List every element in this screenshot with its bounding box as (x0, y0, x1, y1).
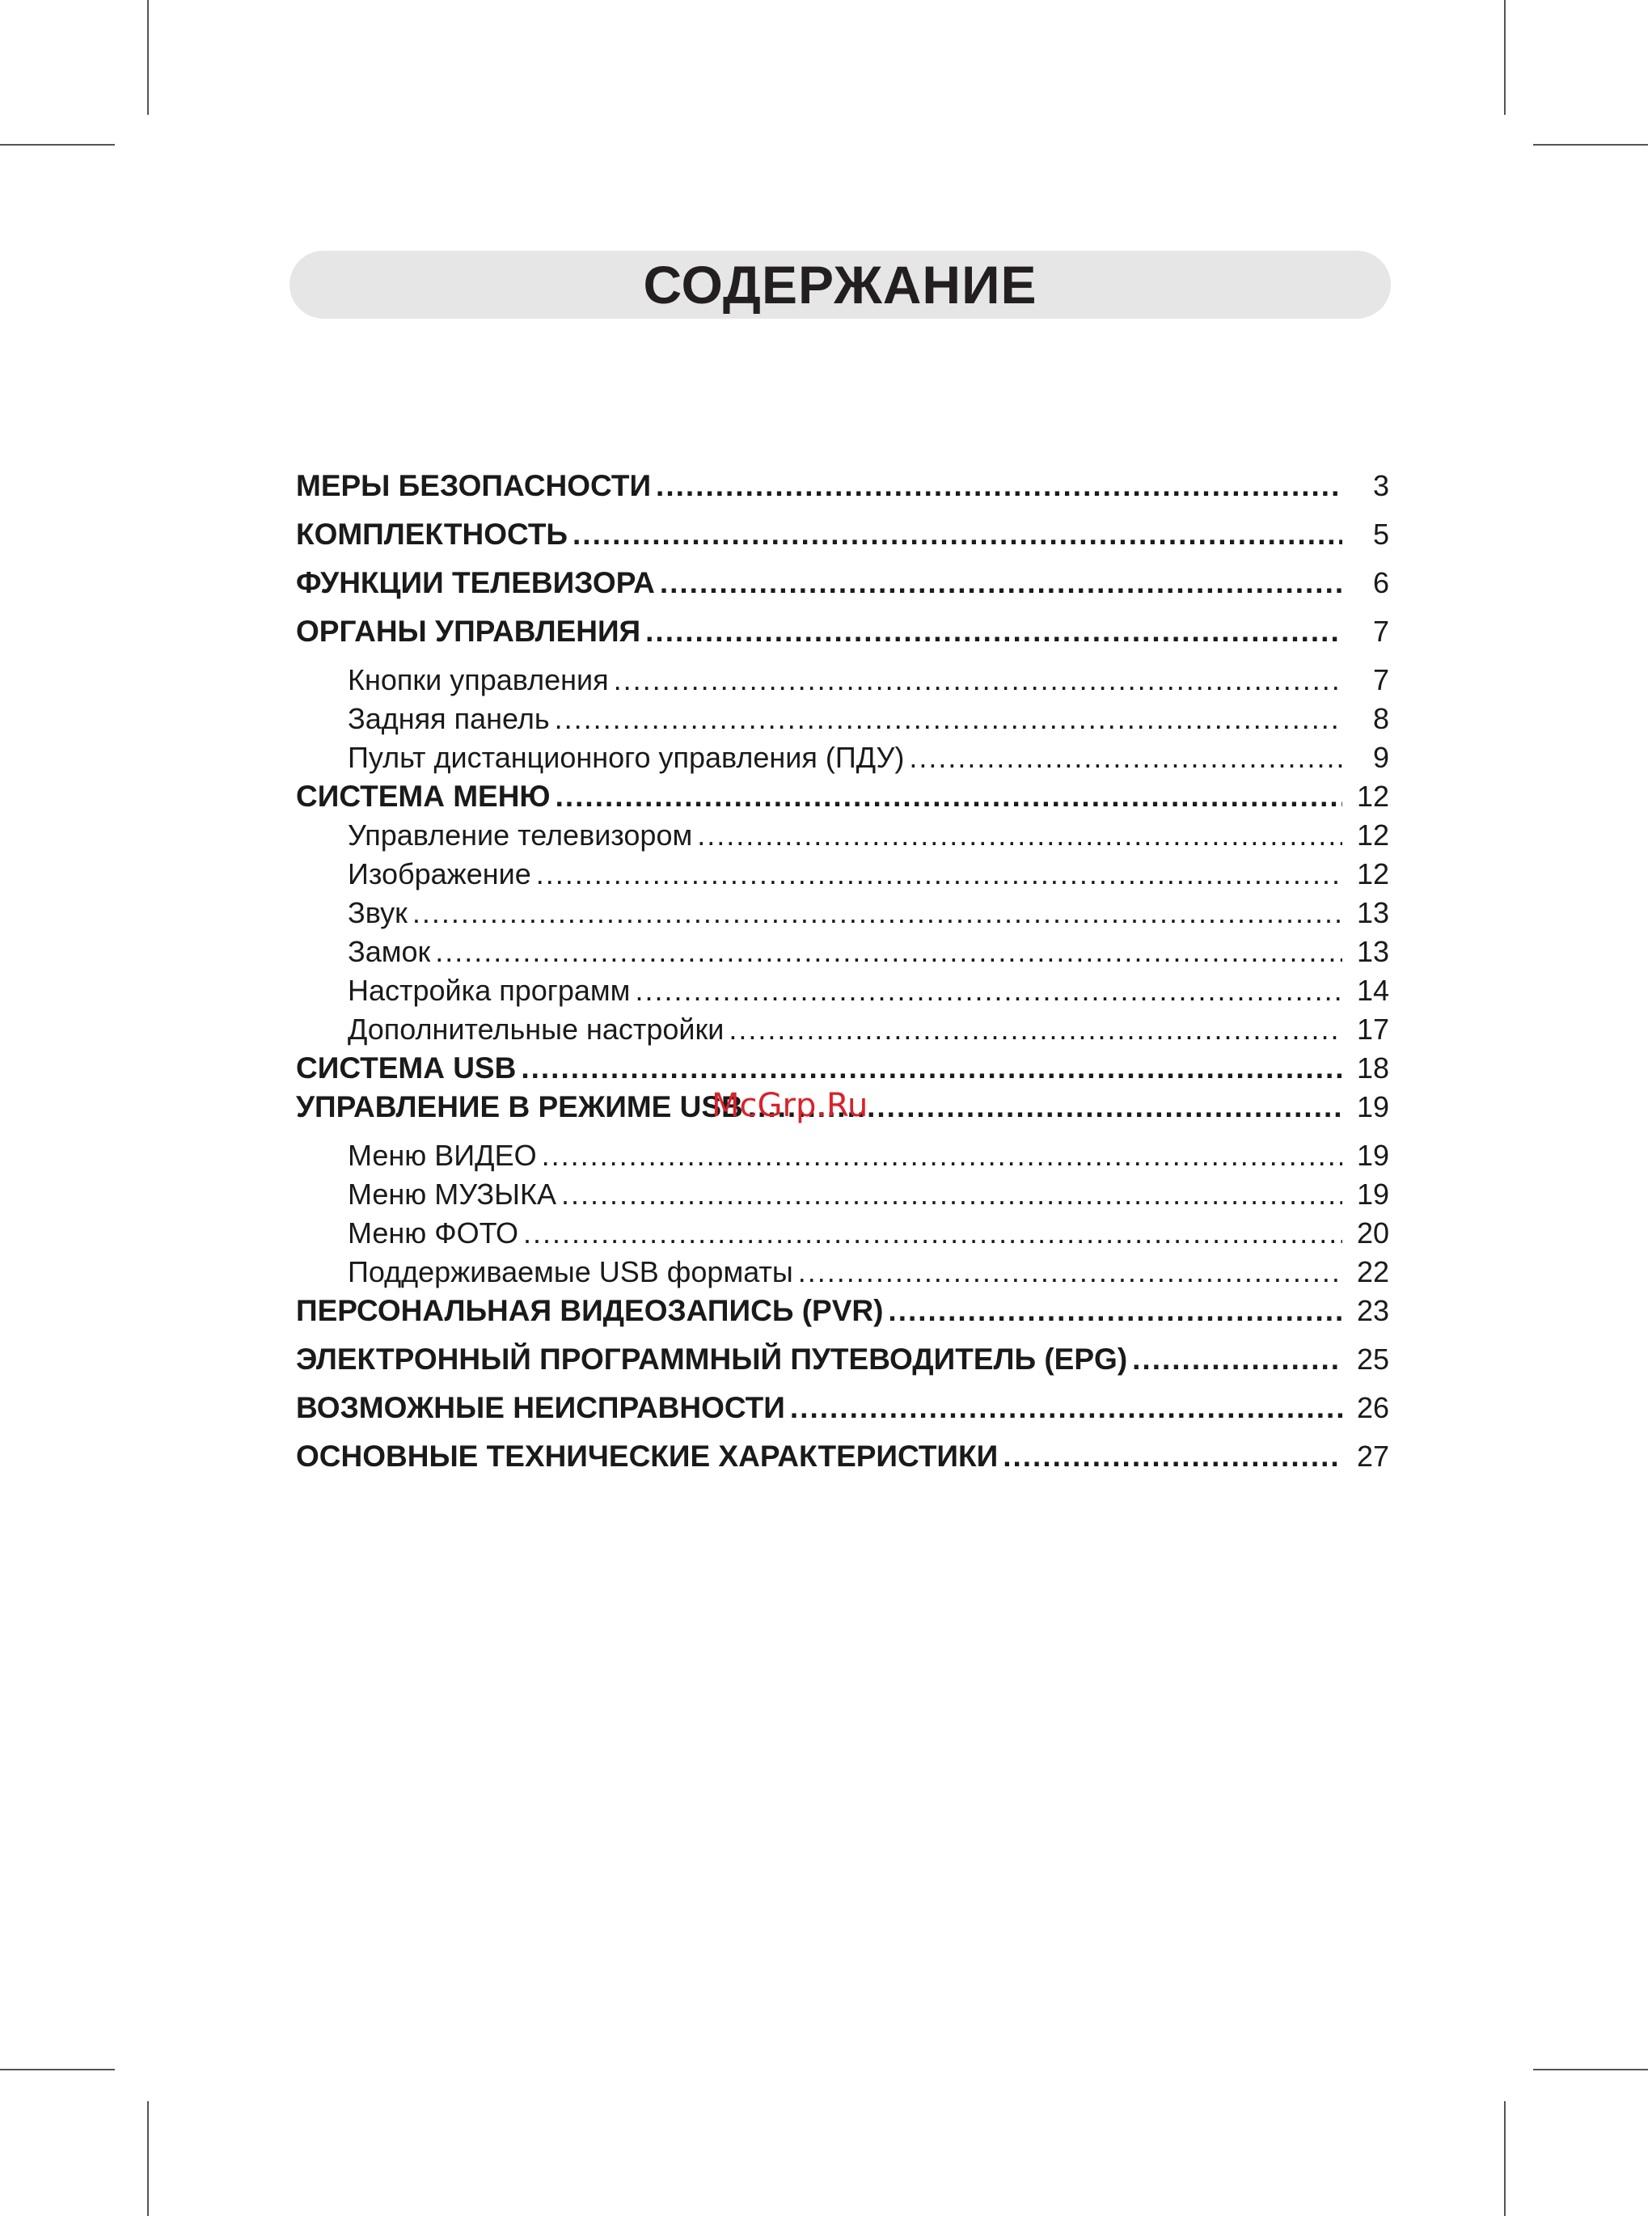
toc-leader-dots (729, 1013, 1342, 1047)
toc-page-number: 22 (1356, 1255, 1389, 1288)
toc-leader-dots (660, 566, 1342, 600)
toc-leader-dots (561, 1178, 1342, 1212)
toc-entry[interactable] (296, 896, 1389, 935)
toc-page-number: 19 (1356, 1178, 1389, 1211)
toc-entry-title: ВОЗМОЖНЫЕ НЕИСПРАВНОСТИ (296, 1391, 785, 1424)
toc-entry-title: Кнопки управления (348, 663, 609, 696)
toc-page-number: 12 (1356, 818, 1389, 852)
toc-page-number: 7 (1372, 663, 1389, 696)
toc-leader-dots (614, 663, 1342, 697)
toc-leader-dots (572, 518, 1342, 552)
toc-entry-title: ФУНКЦИИ ТЕЛЕВИЗОРА (296, 566, 655, 599)
toc-leader-dots (645, 615, 1342, 649)
toc-entry-title: КОМПЛЕКТНОСТЬ (296, 518, 568, 551)
toc-leader-dots (412, 896, 1342, 930)
crop-mark (147, 0, 149, 115)
toc-leader-dots (542, 1139, 1342, 1173)
toc-leader-dots (798, 1255, 1342, 1289)
toc-entry-title: Дополнительные настройки (348, 1013, 725, 1046)
toc-page-number: 12 (1356, 857, 1389, 890)
toc-entry[interactable] (296, 1391, 1389, 1430)
toc-entry-title: Задняя панель (348, 702, 550, 735)
toc-page-number: 26 (1356, 1391, 1389, 1424)
toc-page-number: 20 (1356, 1216, 1389, 1250)
toc-page-number: 13 (1356, 896, 1389, 929)
toc-entry-title: ОСНОВНЫЕ ТЕХНИЧЕСКИЕ ХАРАКТЕРИСТИКИ (296, 1440, 999, 1473)
toc-page-number: 5 (1372, 518, 1389, 551)
toc-leader-dots (697, 818, 1342, 852)
toc-entry[interactable] (296, 1440, 1389, 1478)
toc-entry-title: СИСТЕМА USB (296, 1051, 517, 1085)
toc-leader-dots (1132, 1343, 1342, 1377)
toc-entry[interactable] (296, 1255, 1389, 1294)
toc-page-number: 6 (1372, 566, 1389, 599)
toc-entry-title: УПРАВЛЕНИЕ В РЕЖИМЕ USB (296, 1090, 743, 1123)
toc-page-number: 19 (1356, 1139, 1389, 1172)
watermark: McGrp.Ru (712, 1087, 868, 1124)
toc-page-number: 17 (1356, 1013, 1389, 1046)
toc-leader-dots (635, 974, 1342, 1008)
title-banner (289, 251, 1391, 319)
toc-entry-title: Изображение (348, 857, 531, 890)
toc-page-number: 14 (1356, 974, 1389, 1007)
toc-page-number: 9 (1372, 741, 1389, 774)
crop-mark (1504, 0, 1506, 115)
toc-leader-dots (556, 780, 1342, 814)
toc-page-number: 18 (1356, 1051, 1389, 1085)
toc-entry-title: Пульт дистанционного управления (ПДУ) (348, 741, 905, 774)
crop-mark (1533, 144, 1648, 146)
toc-entry[interactable] (296, 1216, 1389, 1255)
toc-entry[interactable] (296, 857, 1389, 896)
toc-leader-dots (1003, 1440, 1342, 1474)
toc-entry[interactable] (296, 469, 1389, 508)
page-title: СОДЕРЖАНИЕ (643, 255, 1037, 315)
toc-entry[interactable] (296, 974, 1389, 1013)
toc-entry[interactable] (296, 615, 1389, 653)
toc-leader-dots (536, 857, 1342, 891)
toc-page-number: 3 (1372, 469, 1389, 502)
toc-page-number: 25 (1356, 1343, 1389, 1376)
toc-entry[interactable] (296, 935, 1389, 974)
toc-leader-dots (656, 469, 1342, 503)
toc-page-number: 23 (1356, 1294, 1389, 1327)
toc-leader-dots (521, 1051, 1342, 1085)
toc-entry-title: Звук (348, 896, 408, 929)
toc-entry-title: ОРГАНЫ УПРАВЛЕНИЯ (296, 615, 641, 648)
toc-leader-dots (790, 1391, 1342, 1425)
toc-leader-dots (888, 1294, 1342, 1328)
toc-entry[interactable] (296, 780, 1389, 818)
toc-entry-title: ЭЛЕКТРОННЫЙ ПРОГРАММНЫЙ ПУТЕВОДИТЕЛЬ (EPG) (296, 1343, 1128, 1376)
toc-page-number: 13 (1356, 935, 1389, 968)
toc-page-number: 8 (1372, 702, 1389, 735)
toc-page-number: 19 (1356, 1090, 1389, 1123)
toc-page-number: 12 (1356, 780, 1389, 813)
toc-leader-dots (555, 702, 1342, 736)
toc-entry-title: Меню ФОТО (348, 1216, 519, 1250)
toc-entry-title: Меню МУЗЫКА (348, 1178, 556, 1211)
toc-entry-title: Поддерживаемые USB форматы (348, 1255, 793, 1288)
toc-leader-dots (523, 1216, 1342, 1250)
toc-page-number: 27 (1356, 1440, 1389, 1473)
toc-leader-dots (435, 935, 1342, 969)
toc-entry-title: Управление телевизором (348, 818, 693, 852)
toc-entry[interactable] (296, 1139, 1389, 1178)
crop-mark (1533, 2069, 1648, 2070)
toc-entry-title: ПЕРСОНАЛЬНАЯ ВИДЕОЗАПИСЬ (PVR) (296, 1294, 884, 1327)
toc-entry[interactable] (296, 1343, 1389, 1381)
toc-entry[interactable] (296, 818, 1389, 857)
toc-entry-title: Меню ВИДЕО (348, 1139, 537, 1172)
crop-mark (1504, 2101, 1506, 2216)
toc-entry-title: СИСТЕМА МЕНЮ (296, 780, 551, 813)
toc-page-number: 7 (1372, 615, 1389, 648)
toc-entry-title: МЕРЫ БЕЗОПАСНОСТИ (296, 469, 652, 502)
toc-entry-title: Настройка программ (348, 974, 631, 1007)
toc-leader-dots (909, 741, 1342, 775)
toc-entry[interactable] (296, 566, 1389, 605)
crop-mark (0, 2069, 115, 2070)
toc-entry[interactable] (296, 702, 1389, 741)
crop-mark (147, 2101, 149, 2216)
toc-entry[interactable] (296, 518, 1389, 556)
toc-entry[interactable] (296, 1013, 1389, 1051)
toc-entry-title: Замок (348, 935, 431, 968)
toc-entry[interactable] (296, 1294, 1389, 1333)
toc-entry[interactable] (296, 1178, 1389, 1216)
table-of-contents (296, 469, 1389, 1478)
toc-entry[interactable] (296, 1051, 1389, 1090)
toc-entry[interactable] (296, 663, 1389, 702)
toc-entry[interactable] (296, 741, 1389, 780)
crop-mark (0, 144, 115, 146)
